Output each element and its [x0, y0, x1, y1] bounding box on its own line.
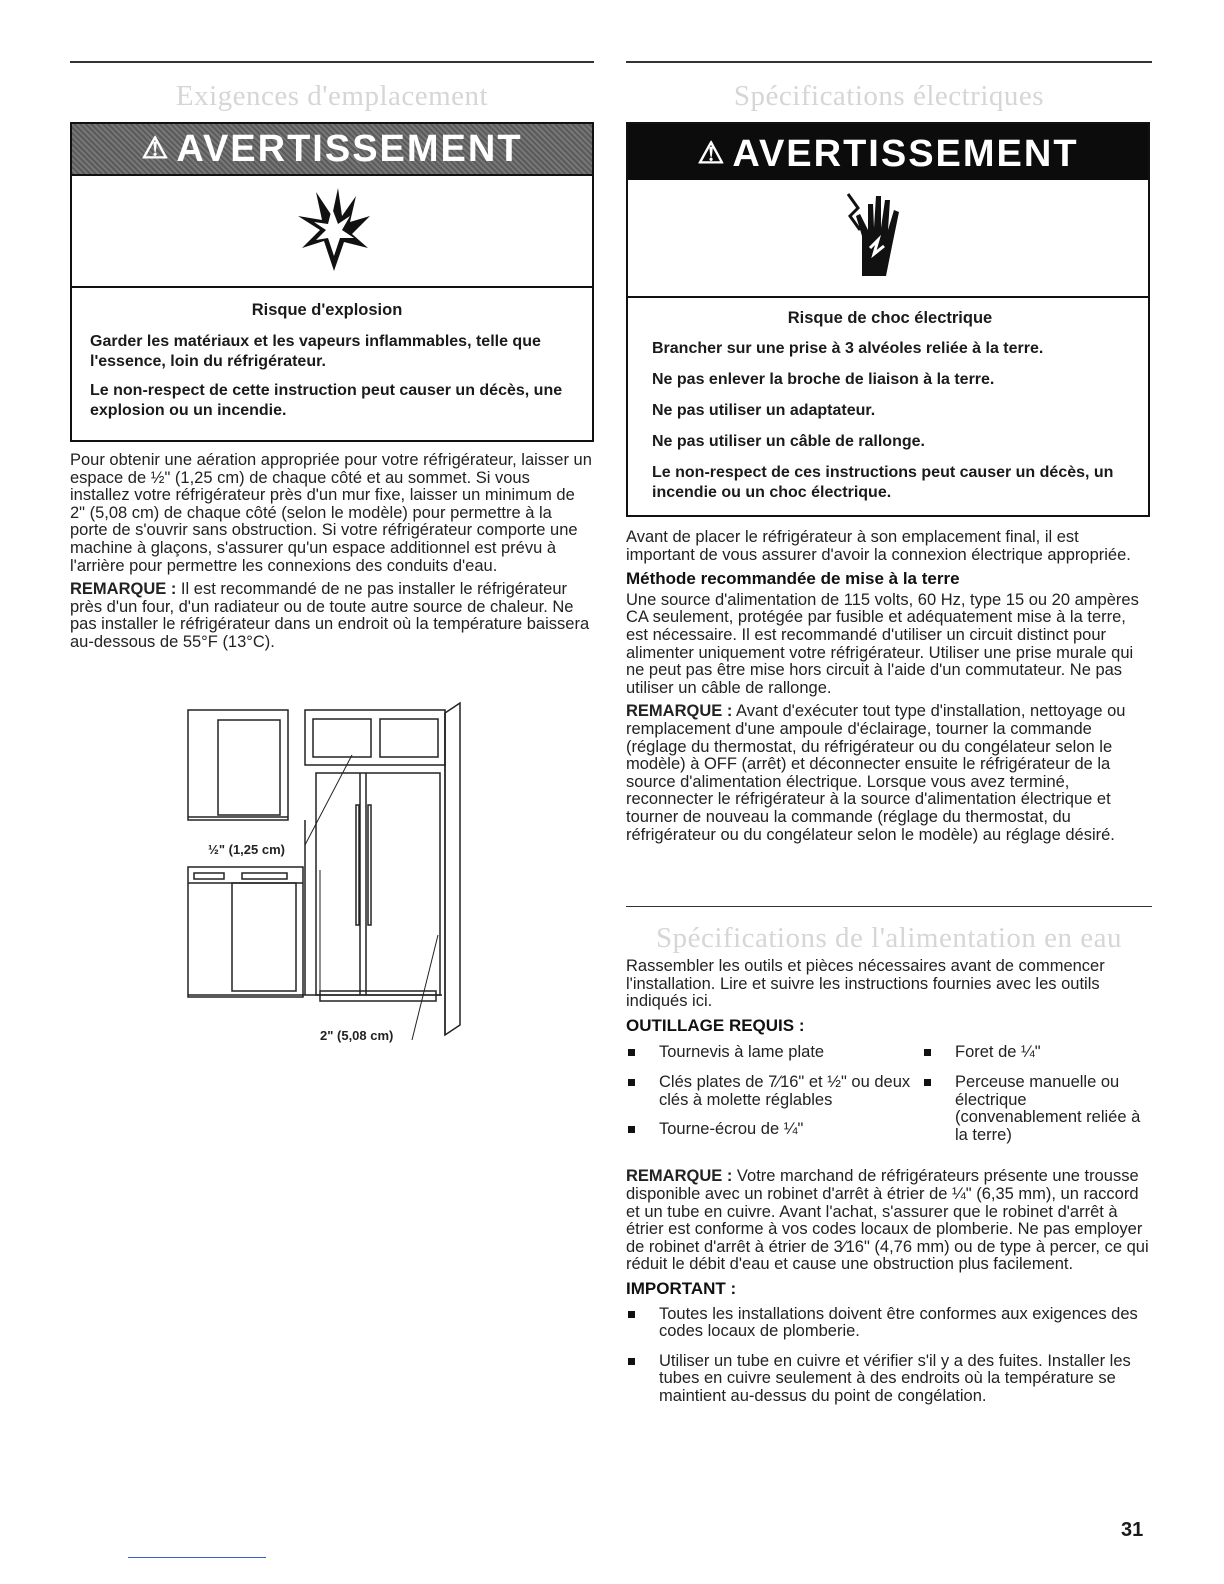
list-item: Clés plates de 7⁄16" et ½" ou deux clés à molette réglables — [626, 1074, 919, 1109]
electrical-note — [626, 703, 1150, 844]
tools-title: OUTILLAGE REQUIS : — [626, 1015, 805, 1035]
list-item: Tournevis à lame plate — [626, 1044, 926, 1062]
explosion-icon — [294, 186, 374, 276]
tools-right-list — [922, 1044, 1150, 1153]
tools-left-list — [626, 1044, 926, 1147]
method-title: Méthode recommandée de mise à la terre — [626, 569, 960, 589]
warning-line-2: Le non-respect de cette instruction peut causer un décès, une explosion ou un incendie. — [90, 382, 563, 419]
warning-consequence: Le non-respect de ces instructions peut causer un décès, un incendie ou un choc électrique. — [652, 464, 1114, 501]
warning-line-4: Ne pas utiliser un câble de rallonge. — [652, 433, 925, 450]
warning-picture-area — [72, 174, 592, 288]
warning-triangle-icon: ⚠ — [141, 132, 171, 165]
water-section-title: Spécifications de l'alimentation en eau — [655, 922, 1122, 954]
list-item: Utiliser un tube en cuivre et vérifier s'il y a des fuites. Installer les tubes en cuivre seulement à des endroits où la température se maintient au-dessus du point de congélation. — [626, 1353, 1150, 1406]
diagram-label-bottom: 2" (5,08 cm) — [320, 1028, 394, 1043]
note-label: REMARQUE : — [70, 580, 177, 599]
warning-picture-area — [628, 180, 1148, 298]
list-item: Perceuse manuelle ou électrique (convenablement reliée à la terre) — [922, 1074, 1145, 1144]
note-text: Avant d'exécuter tout type d'installation, nettoyage ou remplacement d'une ampoule d'éclairage, tourner la commande (réglage du thermostat, du réfrigérateur ou du congélateur selon le modèle) à OFF (arrêt) et déconnecter ensuite le réfrigérateur de la source d'alimentation électrique. Lorsque vous avez terminé, reconnecter le réfrigérateur à la source d'alimentation électrique et tourner de nouveau la commande (réglage du thermostat, du réfrigérateur ou du congélateur selon le modèle) au réglage désiré. — [626, 702, 1126, 844]
warning-triangle-icon: ⚠ — [697, 137, 727, 170]
note-label: REMARQUE : — [626, 1167, 733, 1186]
left-section-title: Exigences d'emplacement — [175, 80, 489, 112]
note-text: Il est recommandé de ne pas installer le réfrigérateur près d'un four, d'un radiateur ou de toute autre source de chaleur. Ne pas installer le réfrigérateur dans un endroit où la température baissera au-dessous de 55°F (13°C). — [70, 580, 590, 651]
water-note — [626, 1168, 1150, 1274]
electrical-intro: Avant de placer le réfrigérateur à son emplacement final, il est important de vous assurer d'avoir la connexion électrique appropriée. — [626, 528, 1131, 564]
water-body — [626, 958, 1150, 1415]
warning-line-1: Garder les matériaux et les vapeurs inflammables, telle que l'essence, loin du réfrigérateur. — [90, 333, 541, 370]
warning-body — [72, 300, 592, 430]
list-item: Toutes les installations doivent être conformes aux exigences des codes locaux de plomberie. — [626, 1306, 1150, 1341]
note-label: REMARQUE : — [626, 702, 733, 721]
warning-line-2: Ne pas enlever la broche de liaison à la terre. — [652, 371, 995, 388]
risk-title: Risque d'explosion — [251, 301, 403, 319]
note-text: Votre marchand de réfrigérateurs présente une trousse disponible avec un robinet d'arrêt à étrier de ¼" (6,35 mm), un raccord et un tube en cuivre. Avant l'achat, s'assurer que le robinet d'arrêt à étrier est conforme à vos codes locaux de plomberie. Ne pas employer de robinet d'arrêt à étrier de 3⁄16" (4,76 mm) ou de type à percer, ce qui réduit le débit d'eau et cause une obstruction plus facilement. — [626, 1167, 1149, 1274]
right-body — [626, 529, 1150, 850]
right-section-title: Spécifications électriques — [733, 80, 1045, 112]
warning-header: ⚠ AVERTISSEMENT — [72, 124, 592, 174]
list-item: Foret de ¼" — [922, 1044, 1150, 1062]
water-section-rule — [626, 906, 1152, 907]
left-body — [70, 452, 592, 658]
warning-body — [628, 308, 1148, 512]
diagram-label-top: ½" (1,25 cm) — [208, 842, 285, 857]
important-title: IMPORTANT : — [626, 1278, 737, 1298]
right-top-rule — [626, 61, 1152, 63]
risk-title: Risque de choc électrique — [787, 309, 993, 327]
electrical-warning-box — [626, 122, 1150, 517]
left-top-rule — [70, 61, 594, 63]
tools-list — [626, 1044, 1150, 1164]
explosion-warning-box — [70, 122, 594, 442]
clearance-diagram — [180, 695, 480, 1055]
water-intro: Rassembler les outils et pièces nécessaires avant de commencer l'installation. Lire et suivre les instructions fournies avec les outils indiqués ici. — [626, 957, 1105, 1011]
warning-line-1: Brancher sur une prise à 3 alvéoles reliée à la terre. — [652, 340, 1044, 357]
left-note — [70, 581, 592, 651]
warning-header: ⚠ AVERTISSEMENT — [628, 124, 1148, 180]
important-list — [626, 1306, 1150, 1406]
electric-shock-hand-icon — [842, 186, 912, 286]
list-item: Tourne-écrou de ¼" — [626, 1121, 926, 1139]
warning-line-3: Ne pas utiliser un adaptateur. — [652, 402, 876, 419]
page-number: 31 — [1121, 1519, 1144, 1541]
left-paragraph-1: Pour obtenir une aération appropriée pour votre réfrigérateur, laisser un espace de ½" (1,25 cm) de chaque côté et au sommet. Si vous installez votre réfrigérateur près d'un mur fixe, laisser un minimum de 2" (5,08 cm) de chaque côté (selon le modèle) pour permettre à la porte de s'ouvrir sans obstruction. Si votre réfrigérateur comporte une machine à glaçons, s'assurer qu'un espace additionnel est prévu à l'arrière pour permettre les connexions des conduits d'eau. — [70, 451, 592, 575]
method-text: Une source d'alimentation de 115 volts, 60 Hz, type 15 ou 20 ampères CA seulement, protégée par fusible et adéquatement mise à la terre, est nécessaire. Il est recommandé d'utiliser un circuit distinct pour alimenter uniquement votre réfrigérateur. Utiliser une prise murale qui ne peut pas être mise hors circuit à l'aide d'un commutateur. Ne pas utiliser un câble de rallonge. — [626, 590, 1139, 697]
footer-line — [128, 1557, 266, 1558]
